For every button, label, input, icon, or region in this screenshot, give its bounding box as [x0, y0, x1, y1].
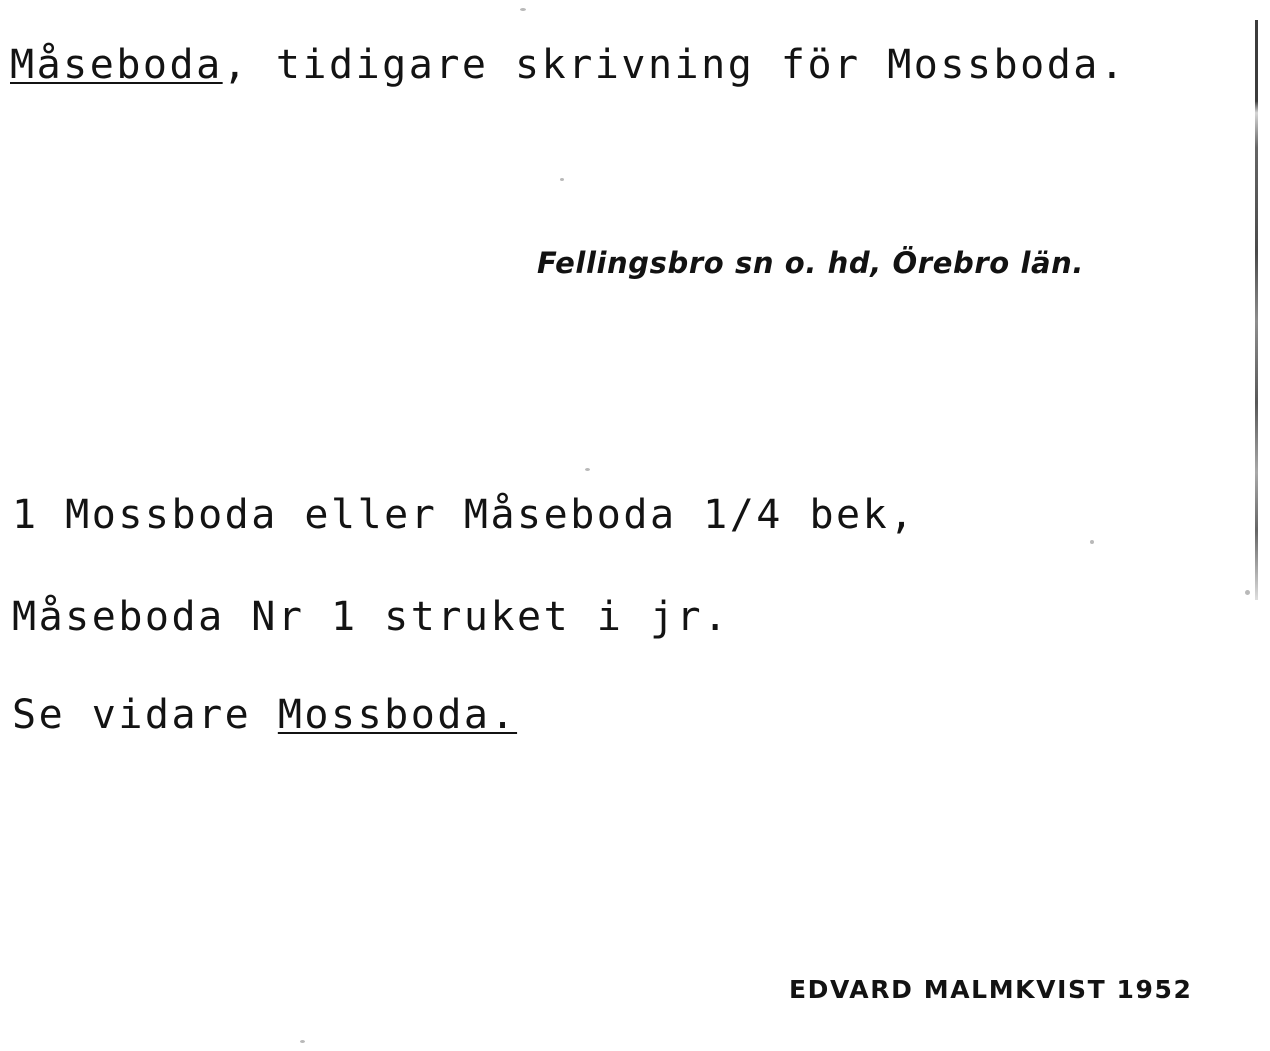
document-heading [10, 42, 1126, 88]
scan-speck [1245, 590, 1250, 595]
body-line-1: 1 Mossboda eller Måseboda 1/4 bek, [12, 492, 916, 538]
body-line-3-prefix: Se vidare [12, 692, 278, 738]
scan-edge-artifact [1255, 20, 1258, 600]
scan-speck [520, 8, 526, 11]
heading-rest: , tidigare skrivning för Mossboda. [222, 42, 1127, 88]
scan-speck [300, 1040, 305, 1043]
parish-subtitle: Fellingsbro sn o. hd, Örebro län. [537, 246, 1085, 280]
author-signature: EDVARD MALMKVIST 1952 [789, 975, 1193, 1004]
body-line-2: Måseboda Nr 1 struket i jr. [12, 594, 730, 640]
body-line-3 [12, 692, 517, 738]
scan-speck [1090, 540, 1094, 544]
scan-speck [560, 178, 564, 181]
heading-underlined-term: Måseboda [10, 42, 223, 88]
body-line-3-underlined-term: Mossboda. [277, 692, 518, 738]
scan-speck [585, 468, 590, 471]
